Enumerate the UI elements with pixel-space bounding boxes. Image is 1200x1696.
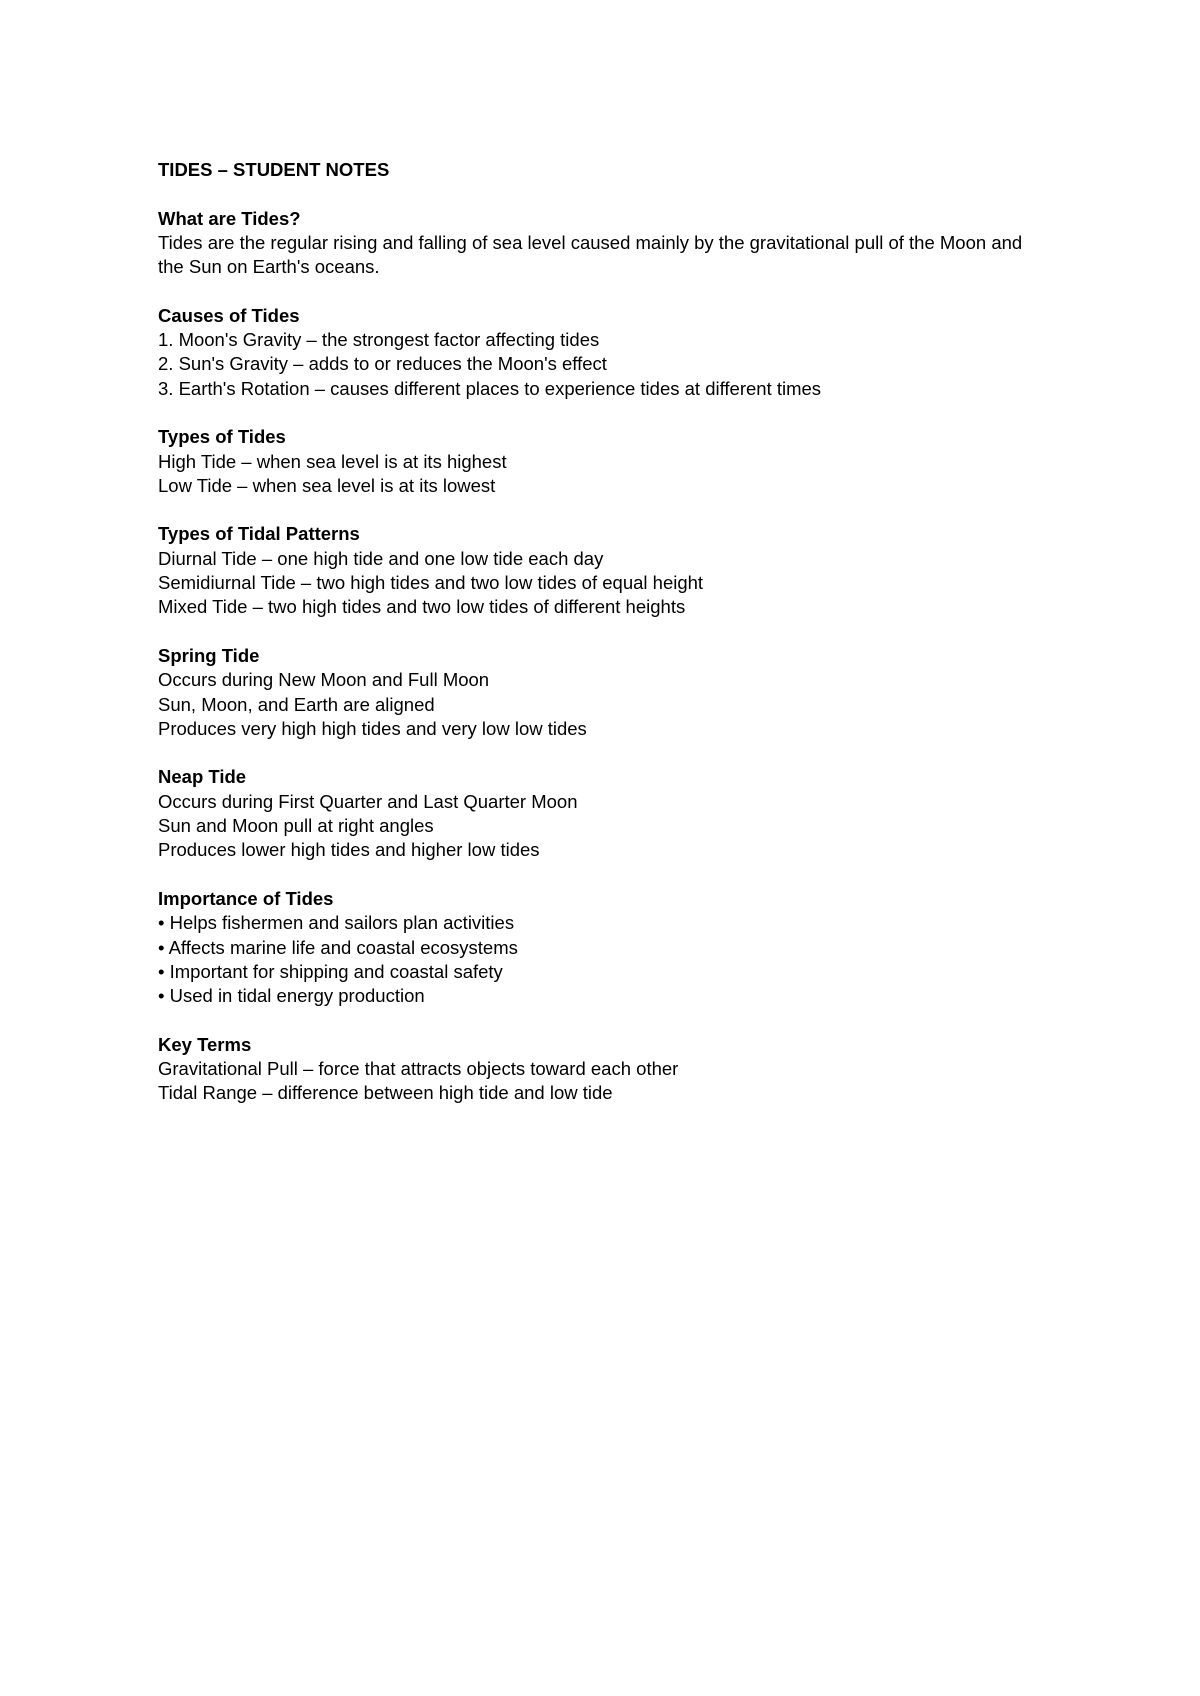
list-item: Gravitational Pull – force that attracts objects toward each other [158, 1057, 679, 1079]
section-what-are-tides [158, 207, 1058, 280]
list-item: • Used in tidal energy production [158, 985, 425, 1007]
list-item: 2. Sun's Gravity – adds to or reduces the Moon's effect [158, 353, 607, 375]
list-item: Low Tide – when sea level is at its lowest [158, 474, 496, 496]
document-title: TIDES – STUDENT NOTES [158, 159, 390, 180]
list-item: Produces lower high tides and higher low tides [158, 839, 540, 861]
list-item: Sun and Moon pull at right angles [158, 815, 434, 837]
section-paragraph: Tides are the regular rising and falling of sea level caused mainly by the gravitational pull of the Moon and the Sun on Earth's oceans. [158, 231, 1023, 278]
section-spring-tide [158, 644, 1058, 741]
list-item: Sun, Moon, and Earth are aligned [158, 693, 435, 715]
section-heading: Neap Tide [158, 766, 247, 788]
section-tidal-patterns [158, 522, 1058, 619]
section-causes-of-tides [158, 304, 1058, 401]
section-heading: Types of Tides [158, 426, 286, 448]
list-item: • Affects marine life and coastal ecosystems [158, 936, 518, 958]
list-item: Produces very high high tides and very low low tides [158, 717, 587, 739]
list-item: 1. Moon's Gravity – the strongest factor affecting tides [158, 329, 600, 351]
section-importance-of-tides [158, 887, 1058, 1008]
section-types-of-tides [158, 425, 1058, 498]
section-key-terms [158, 1033, 1058, 1106]
section-neap-tide [158, 765, 1058, 862]
list-item: Semidiurnal Tide – two high tides and two low tides of equal height [158, 572, 704, 594]
list-item: Mixed Tide – two high tides and two low tides of different heights [158, 596, 686, 618]
section-heading: Importance of Tides [158, 887, 334, 909]
document-page [158, 158, 1058, 1106]
list-item: Tidal Range – difference between high tide and low tide [158, 1082, 613, 1104]
list-item: 3. Earth's Rotation – causes different places to experience tides at different times [158, 377, 822, 399]
section-heading: What are Tides? [158, 207, 301, 229]
section-heading: Causes of Tides [158, 304, 300, 326]
section-heading: Key Terms [158, 1033, 252, 1055]
list-item: High Tide – when sea level is at its highest [158, 450, 507, 472]
list-item: Occurs during First Quarter and Last Quarter Moon [158, 790, 578, 812]
list-item: Occurs during New Moon and Full Moon [158, 669, 490, 691]
list-item: • Important for shipping and coastal safety [158, 960, 503, 982]
section-heading: Spring Tide [158, 644, 260, 666]
list-item: Diurnal Tide – one high tide and one low tide each day [158, 547, 604, 569]
section-heading: Types of Tidal Patterns [158, 523, 360, 545]
list-item: • Helps fishermen and sailors plan activities [158, 912, 515, 934]
